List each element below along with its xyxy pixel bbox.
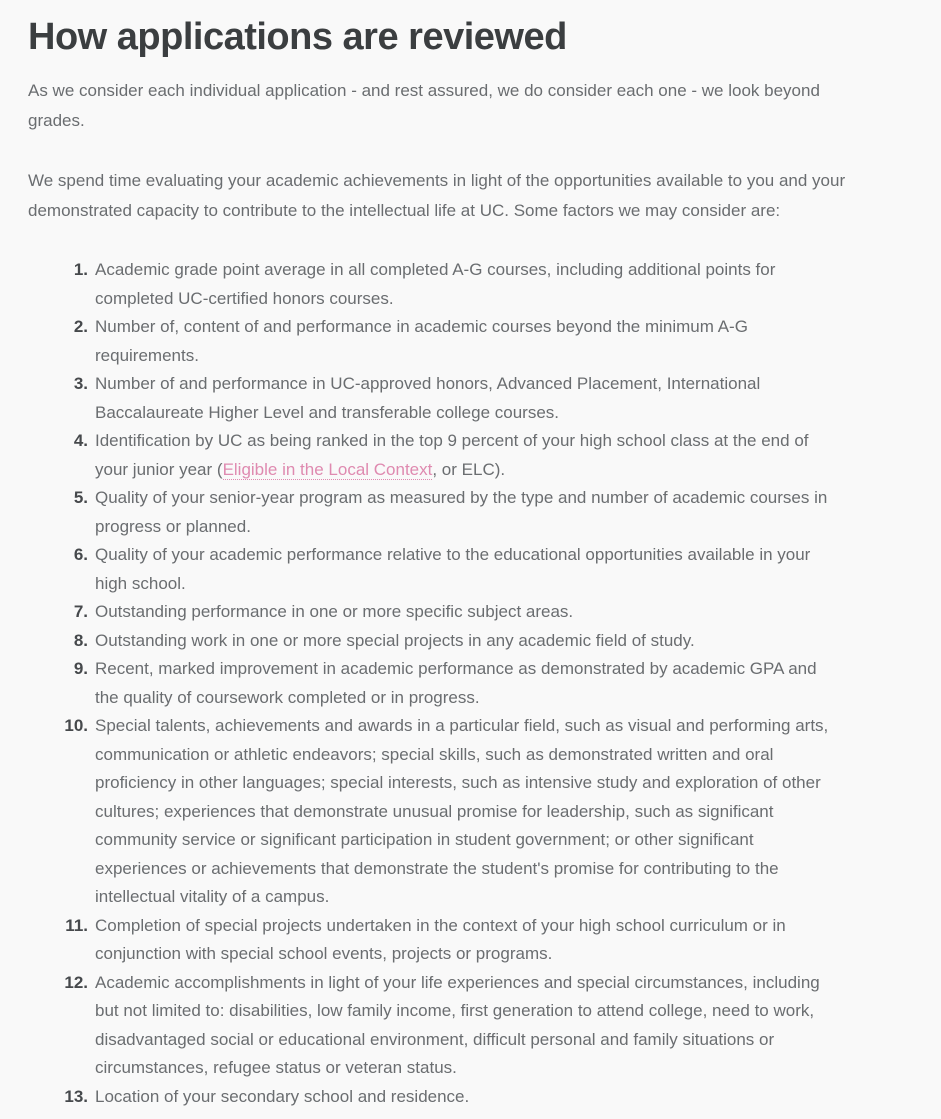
list-item-text: Special talents, achievements and awards in a particular field, such as visual and performing arts, communication or athletic endeavors; special skills, such as demonstrated written and oral proficiency in other languages; special interests, such as intensive study and exploration of other cultures; experiences that demonstrate unusual promise for leadership, such as significant community service or significant participation in student government; or other significant experiences or achievements that demonstrate the student's promise for contributing to the intellectual vitality of a campus. [95,716,829,906]
list-item-text: Recent, marked improvement in academic performance as demonstrated by academic GPA and the quality of coursework completed or in progress. [95,659,817,707]
list-item-text: Academic grade point average in all completed A-G courses, including additional points for completed UC-certified honors courses. [95,260,776,308]
intro-paragraph-1: As we consider each individual application - and rest assured, we do consider each one - we look beyond grades. [28,81,820,130]
page-title: How applications are reviewed [28,16,567,58]
list-item-text: Outstanding performance in one or more specific subject areas. [95,602,574,621]
list-item-number: 7. [73,602,88,621]
list-item-number: 4. [73,431,88,450]
list-item-text: Outstanding work in one or more special projects in any academic field of study. [95,630,695,650]
list-item [28,313,886,370]
list-item-text: Location of your secondary school and residence. [95,1086,470,1106]
list-item-number: 2. [73,317,88,336]
intro-paragraph-2: We spend time evaluating your academic achievements in light of the opportunities available to you and your demonstrated capacity to contribute to the intellectual life at UC. Some factors we may consider are: [28,171,846,220]
list-item [28,969,886,1083]
list-item [28,712,886,912]
list-item-text: Number of and performance in UC-approved honors, Advanced Placement, International Baccalaureate Higher Level and transferable college courses. [95,374,761,422]
list-item-text: Identification by UC as being ranked in the top 9 percent of your high school class at the end of your junior year (Eligible in the Local Context, or ELC). [95,431,809,479]
factors-list [28,256,886,1111]
list-item [28,912,886,969]
list-item [28,256,886,313]
list-item [28,370,886,427]
list-item-number: 8. [73,630,88,650]
list-item [28,1083,886,1112]
list-item-number: 9. [73,659,88,678]
list-item-text: Quality of your senior-year program as measured by the type and number of academic courses in progress or planned. [95,488,828,536]
list-item-number: 13. [64,1086,88,1106]
list-item-number: 5. [73,488,88,507]
list-item-number: 1. [73,260,88,279]
list-item [28,484,886,541]
list-item [28,627,886,656]
list-item-text: Number of, content of and performance in academic courses beyond the minimum A-G requirements. [95,317,748,365]
list-item [28,655,886,712]
list-item-text: Quality of your academic performance relative to the educational opportunities available in your high school. [95,545,811,593]
list-item-number: 12. [64,972,88,992]
list-item-text: Academic accomplishments in light of your life experiences and special circumstances, including but not limited to: disabilities, low family income, first generation to attend college, need to work, disadvantaged social or educational environment, difficult personal and family situations or circumstances, refugee status or veteran status. [95,972,820,1077]
list-item-number: 6. [73,545,88,564]
list-item [28,541,886,598]
list-item [28,427,886,484]
list-item-number: 10. [64,716,88,735]
elc-link[interactable]: Eligible in the Local Context [222,459,433,479]
list-item-number: 11. [65,915,88,935]
list-item [28,598,886,627]
list-item-text: Completion of special projects undertaken in the context of your high school curriculum or in conjunction with special school events, projects or programs. [95,915,786,963]
list-item-number: 3. [73,374,88,393]
